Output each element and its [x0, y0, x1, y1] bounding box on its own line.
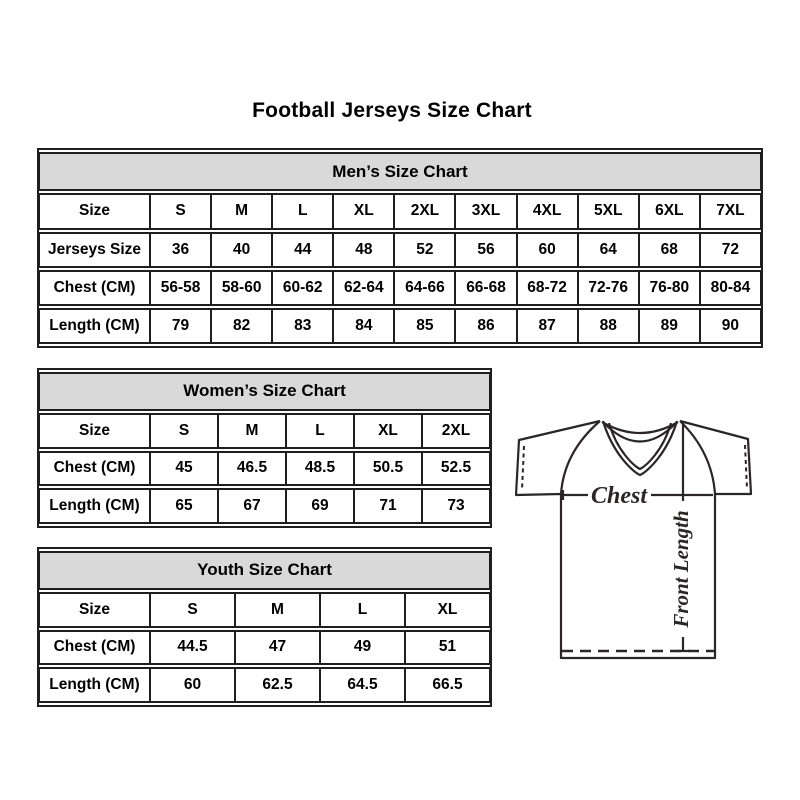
- womens-size-table: [37, 368, 492, 528]
- value-cell: 85: [394, 308, 455, 344]
- value-cell: L: [320, 592, 405, 628]
- table-row: [39, 413, 490, 449]
- row-label-cell: Size: [39, 193, 150, 229]
- value-cell: 69: [286, 488, 354, 524]
- value-cell: 49: [320, 630, 405, 666]
- value-cell: 80-84: [700, 270, 761, 306]
- value-cell: 71: [354, 488, 422, 524]
- value-cell: 72-76: [578, 270, 639, 306]
- value-cell: 76-80: [639, 270, 700, 306]
- youth-table: [39, 549, 490, 705]
- value-cell: 58-60: [211, 270, 272, 306]
- table-row: [39, 592, 490, 628]
- value-cell: 7XL: [700, 193, 761, 229]
- row-label-cell: Size: [39, 413, 150, 449]
- value-cell: M: [218, 413, 286, 449]
- value-cell: S: [150, 592, 235, 628]
- table-row: [39, 232, 761, 268]
- value-cell: 6XL: [639, 193, 700, 229]
- front-length-label: Front Length: [668, 510, 693, 628]
- value-cell: 36: [150, 232, 211, 268]
- value-cell: 64: [578, 232, 639, 268]
- value-cell: 51: [405, 630, 490, 666]
- value-cell: L: [286, 413, 354, 449]
- youth-size-table: [37, 547, 492, 707]
- table-row: [39, 488, 490, 524]
- value-cell: 90: [700, 308, 761, 344]
- row-label-cell: Length (CM): [39, 667, 150, 703]
- value-cell: XL: [405, 592, 490, 628]
- row-label-cell: Chest (CM): [39, 270, 150, 306]
- value-cell: L: [272, 193, 333, 229]
- value-cell: 68-72: [517, 270, 578, 306]
- men-table: [39, 150, 761, 346]
- value-cell: M: [211, 193, 272, 229]
- value-cell: 79: [150, 308, 211, 344]
- value-cell: 2XL: [422, 413, 490, 449]
- value-cell: 50.5: [354, 451, 422, 487]
- row-label-cell: Size: [39, 592, 150, 628]
- value-cell: S: [150, 193, 211, 229]
- mens-size-table: [37, 148, 763, 348]
- table-row: [39, 193, 761, 229]
- value-cell: 44.5: [150, 630, 235, 666]
- value-cell: 67: [218, 488, 286, 524]
- women-table-title: Women’s Size Chart: [39, 372, 490, 411]
- value-cell: 52.5: [422, 451, 490, 487]
- value-cell: 82: [211, 308, 272, 344]
- value-cell: 45: [150, 451, 218, 487]
- value-cell: 46.5: [218, 451, 286, 487]
- row-label-cell: Length (CM): [39, 488, 150, 524]
- row-label-cell: Length (CM): [39, 308, 150, 344]
- value-cell: 48: [333, 232, 394, 268]
- page-title: Football Jerseys Size Chart: [252, 99, 532, 122]
- value-cell: XL: [354, 413, 422, 449]
- table-row: [39, 451, 490, 487]
- chest-label: Chest: [590, 483, 648, 509]
- value-cell: 73: [422, 488, 490, 524]
- value-cell: 52: [394, 232, 455, 268]
- row-label-cell: Chest (CM): [39, 451, 150, 487]
- jersey-diagram-svg: [505, 408, 770, 673]
- value-cell: 60-62: [272, 270, 333, 306]
- value-cell: 66-68: [455, 270, 516, 306]
- value-cell: 64-66: [394, 270, 455, 306]
- value-cell: 89: [639, 308, 700, 344]
- value-cell: 62-64: [333, 270, 394, 306]
- value-cell: 40: [211, 232, 272, 268]
- value-cell: 83: [272, 308, 333, 344]
- men-table-title: Men’s Size Chart: [39, 152, 761, 191]
- value-cell: 60: [150, 667, 235, 703]
- value-cell: 72: [700, 232, 761, 268]
- table-row: [39, 270, 761, 306]
- women-table: [39, 370, 490, 526]
- jersey-outline: [516, 421, 751, 658]
- table-row: [39, 308, 761, 344]
- value-cell: XL: [333, 193, 394, 229]
- value-cell: 5XL: [578, 193, 639, 229]
- value-cell: 4XL: [517, 193, 578, 229]
- value-cell: 56-58: [150, 270, 211, 306]
- value-cell: 86: [455, 308, 516, 344]
- value-cell: 84: [333, 308, 394, 344]
- value-cell: 60: [517, 232, 578, 268]
- jersey-measurement-diagram: [505, 408, 770, 673]
- table-row: [39, 630, 490, 666]
- row-label-cell: Jerseys Size: [39, 232, 150, 268]
- table-row: [39, 667, 490, 703]
- value-cell: 88: [578, 308, 639, 344]
- value-cell: 48.5: [286, 451, 354, 487]
- value-cell: S: [150, 413, 218, 449]
- value-cell: 44: [272, 232, 333, 268]
- value-cell: M: [235, 592, 320, 628]
- youth-table-title: Youth Size Chart: [39, 551, 490, 590]
- row-label-cell: Chest (CM): [39, 630, 150, 666]
- value-cell: 65: [150, 488, 218, 524]
- value-cell: 62.5: [235, 667, 320, 703]
- value-cell: 68: [639, 232, 700, 268]
- value-cell: 66.5: [405, 667, 490, 703]
- value-cell: 56: [455, 232, 516, 268]
- value-cell: 47: [235, 630, 320, 666]
- value-cell: 3XL: [455, 193, 516, 229]
- value-cell: 2XL: [394, 193, 455, 229]
- value-cell: 87: [517, 308, 578, 344]
- value-cell: 64.5: [320, 667, 405, 703]
